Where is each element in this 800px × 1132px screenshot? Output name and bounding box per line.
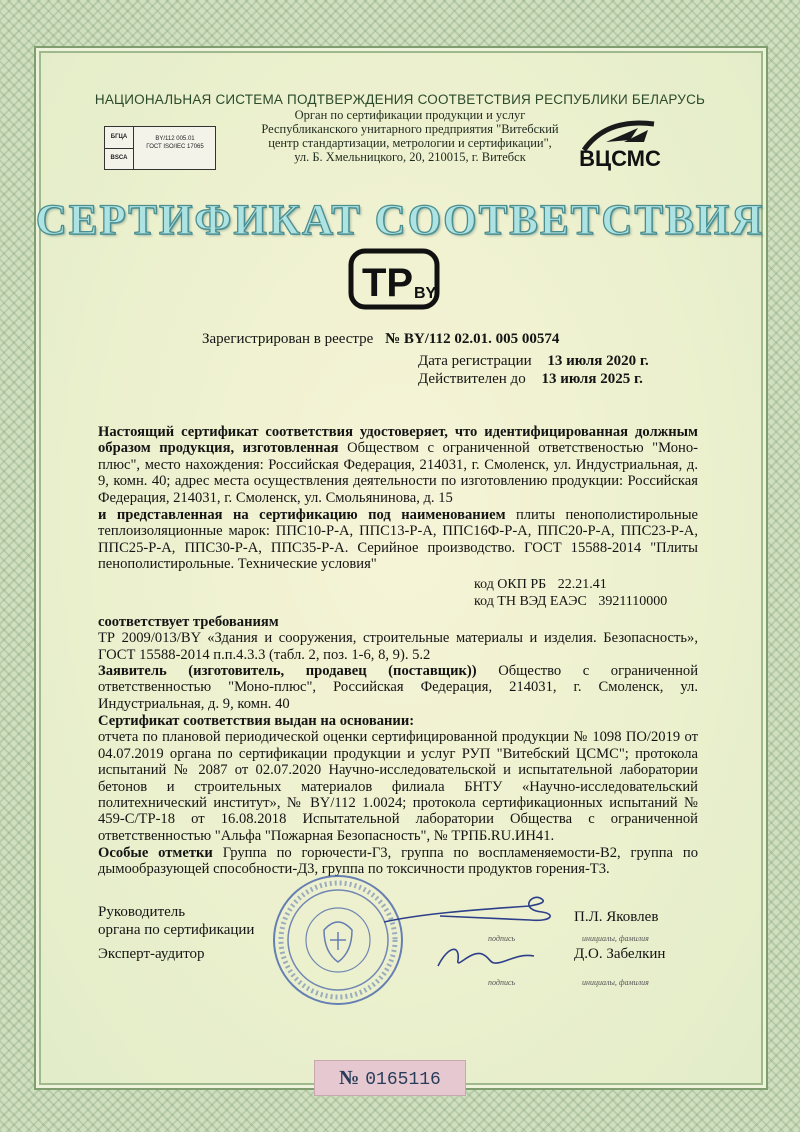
head-name: П.Л. Яковлев	[574, 909, 659, 925]
valid-date-line	[418, 370, 643, 388]
applicant-heading: Заявитель (изготовитель, продавец (поставщик))	[98, 663, 477, 679]
reg-date-label: Дата регистрации	[418, 353, 532, 369]
manufacturer-paragraph	[98, 424, 698, 506]
notes-heading: Особые отметки	[98, 845, 213, 861]
accred-top-label: БГЦА	[105, 127, 134, 149]
accred-bottom-label: BSCA	[105, 148, 134, 169]
certification-body: Орган по сертификации продукции и услуг Республиканского унитарного предприятия "Витебский центр стандартизации, метрологии и сертификации", ул. Б. Хмельницкого, 20, 210015, г. Витебск	[261, 108, 559, 164]
requirements-heading: соответствует требованиям	[98, 614, 279, 630]
name-caption-head: инициалы, фамилия	[582, 934, 649, 943]
tr-letters: ТР	[362, 261, 414, 305]
tnved-code: код ТН ВЭД ЕАЭС 3921110000	[474, 594, 668, 609]
serial-number: 0165116	[365, 1070, 441, 1090]
name-caption-expert: инициалы, фамилия	[582, 978, 649, 987]
sign-caption-head: подпись	[488, 934, 516, 943]
manufacturer-text: Обществом с ограниченной ответственостью "Моно-плюс", место нахождения: Российская Федерация, 214031, г. Смоленск, ул. Индустриальная, д. 9, комн. 40; адрес места осуществления деятельности по изготовлению продукции: Российская Федерация, 214031, г. Смоленск, ул. Смольянинова, д. 15	[98, 440, 698, 506]
applicant-text: Общество с ограниченной ответственностью "Моно-плюс", Российская Федерация, 214031, г. Смоленск, ул. Индустриальная, д. 9, комн. 40	[98, 663, 699, 712]
serial-number-sign: №	[339, 1067, 360, 1089]
product-text: плиты пенополистирольные теплоизоляционные марок: ППС10-Р-А, ППС13-Р-А, ППС16Ф-Р-А, ППС20-Р-А, ППС23-Р-А, ППС25-Р-А, ППС30-Р-А, ППС35-Р-А. Серийное производство. ГОСТ 15588-2014 "Плиты пенополистирольные. Технические условия"	[98, 507, 698, 573]
official-seal	[268, 870, 408, 1010]
requirements-paragraph	[98, 614, 698, 663]
product-heading: и представленная на сертификацию под наименованием	[98, 507, 506, 523]
accreditation-mark	[104, 126, 216, 170]
registration-line	[202, 330, 559, 348]
sign-caption-expert: подпись	[488, 978, 516, 987]
number-sign: №	[385, 331, 401, 347]
head-signature	[380, 892, 570, 932]
notes-text: Группа по горючести-Г3, группа по воспламеняемости-В2, группа по дымообразующей способности-Д3, группа по токсичности продуктов горения-Т3.	[98, 845, 699, 878]
requirements-text: ТР 2009/013/BY «Здания и сооружения, строительные материалы и изделия. Безопасность», ГОСТ 15588-2014 п.п.4.3.3 (табл. 2, поз. 1-6, 8, 9). 5.2	[98, 630, 698, 663]
expert-label: Эксперт-аудитор	[98, 946, 205, 962]
valid-label: Действителен до	[418, 371, 526, 387]
blank-serial-number	[314, 1060, 466, 1096]
logo-text: ВЦСМС	[579, 146, 661, 171]
expert-signature	[430, 940, 540, 974]
basis-paragraph	[98, 713, 698, 844]
tr-country: BY	[414, 285, 437, 302]
registered-label: Зарегистрирован в реестре	[202, 331, 374, 347]
certificate-title: СЕРТИФИКАТ СООТВЕТСТВИЯ	[35, 197, 765, 244]
accred-text: BY/112 005.01 ГОСТ ISO/IEC 17065	[146, 136, 204, 150]
applicant-paragraph	[98, 663, 698, 712]
registry-number: BY/112 02.01. 005 00574	[403, 331, 560, 347]
expert-name: Д.О. Забелкин	[574, 946, 666, 962]
reg-date: 13 июля 2020 г.	[547, 353, 649, 369]
valid-date: 13 июля 2025 г.	[541, 371, 643, 387]
system-title: НАЦИОНАЛЬНАЯ СИСТЕМА ПОДТВЕРЖДЕНИЯ СООТВЕТСТВИЯ РЕСПУБЛИКИ БЕЛАРУСЬ	[94, 92, 706, 107]
okp-code: код ОКП РБ 22.21.41	[474, 577, 607, 592]
manufacturer-heading: Настоящий сертификат соответствия удостоверяет, что идентифицированная должным образом продукция, изготовленная	[98, 424, 698, 457]
basis-heading: Сертификат соответствия выдан на основании:	[98, 713, 415, 729]
head-label: Руководитель органа по сертификации	[98, 904, 255, 938]
basis-text: отчета по плановой периодической оценки сертифицированной продукции № 1098 ПО/2019 от 04.07.2019 органа по сертификации продукции и услуг РУП "Витебский ЦСМС"; протокола испытаний № 2087 от 02.07.2020 Научно-исследовательской и испытательной лаборатории бетонов и строительных материалов филиала БНТУ «Научно-исследовательский политехнический институт», № BY/112 1.0024; протокола сертификационных испытаний № 459-С/ТР-18 от 16.08.2018 Испытательной лаборатории Общества с ограниченной ответственностью "Альфа "Пожарная Безопасность", № ТРПБ.RU.ИН41.	[98, 729, 698, 844]
product-paragraph	[98, 507, 698, 573]
vcsms-logo	[566, 112, 674, 172]
reg-date-line	[418, 352, 649, 370]
tr-by-mark	[348, 248, 440, 310]
